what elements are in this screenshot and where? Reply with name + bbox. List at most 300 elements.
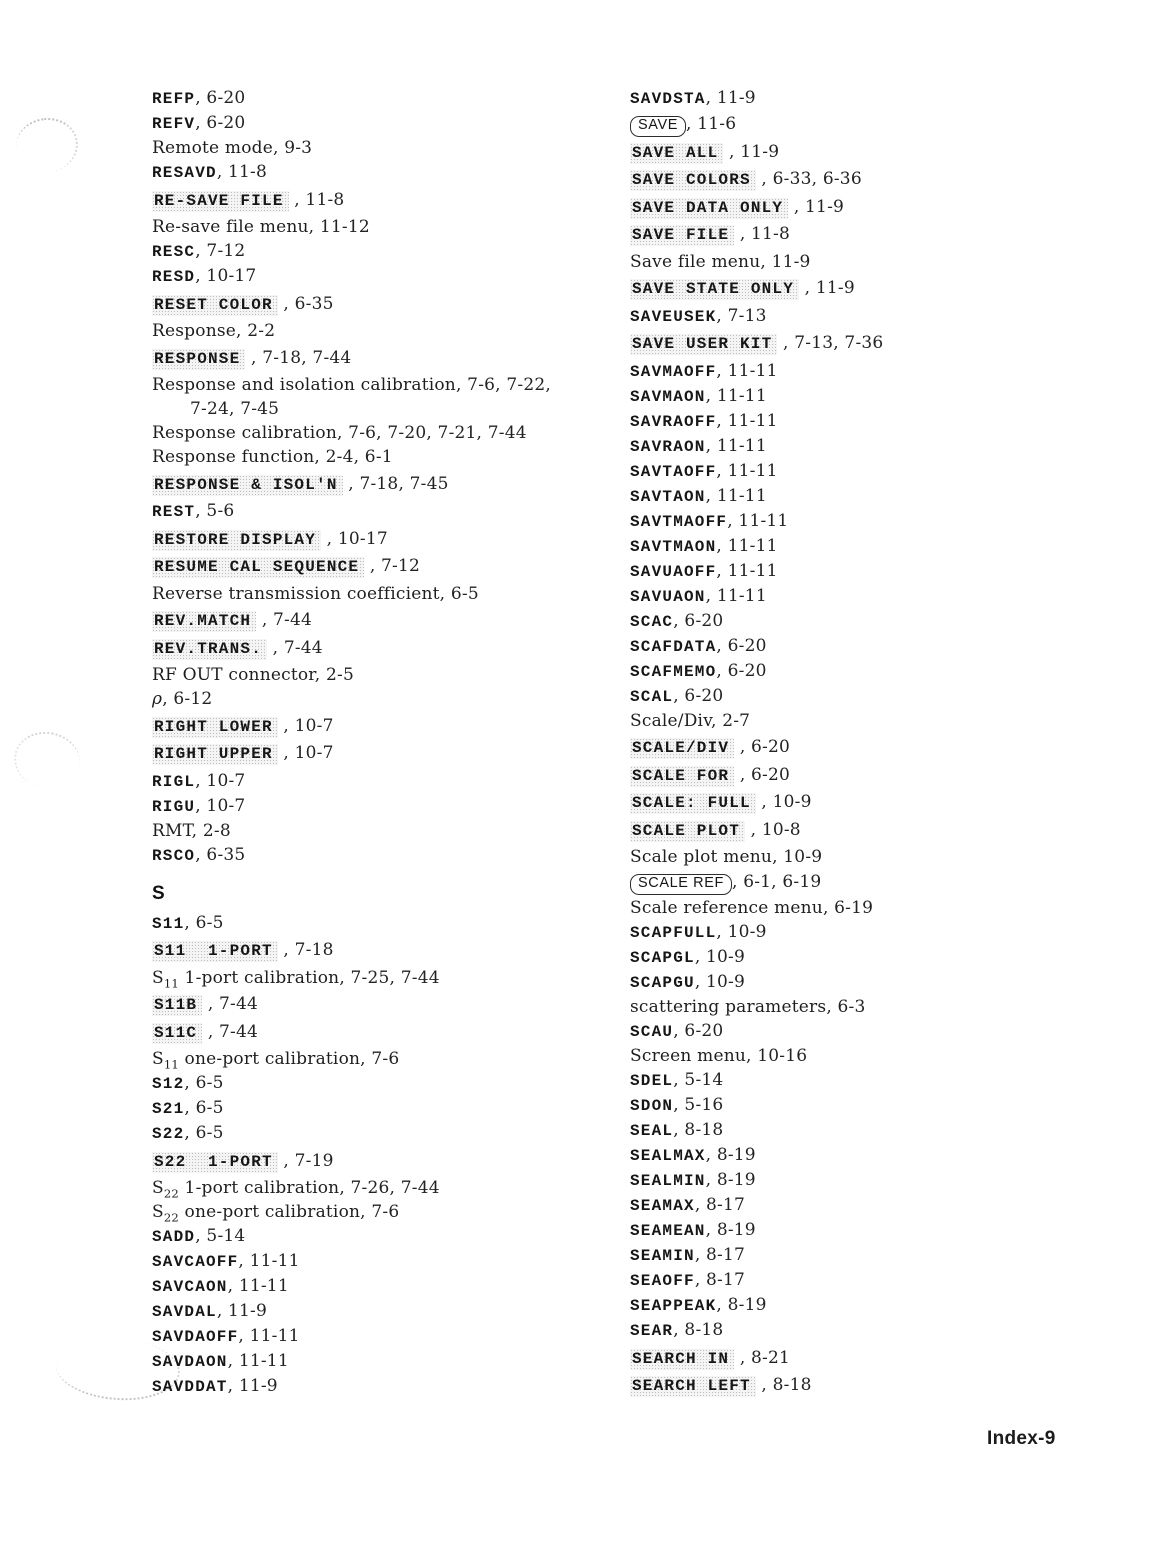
entry-term: RIGL	[152, 772, 196, 791]
entry-pages: , 6-20	[716, 635, 767, 656]
entry-term: RESPONSE	[152, 349, 245, 370]
index-entry	[152, 938, 612, 963]
page-number: Index-9	[987, 1428, 1056, 1449]
entry-term: SCAL	[630, 687, 674, 706]
index-entry	[630, 250, 1100, 274]
entry-pages: , 2-4, 6-1	[314, 447, 393, 467]
index-entry	[152, 1374, 612, 1399]
index-entry	[630, 559, 1100, 584]
entry-term: RE-SAVE FILE	[152, 191, 289, 212]
entry-term: SAVE USER KIT	[630, 334, 777, 355]
entry-term: RESPONSE & ISOL'N	[152, 475, 343, 496]
entry-pages: , 10-9	[694, 947, 746, 967]
index-entry	[630, 195, 1100, 220]
entry-term: SCAPGL	[630, 949, 695, 967]
entry-pages: , 11-9	[216, 1301, 268, 1321]
entry-pages: , 6-20	[195, 113, 246, 133]
index-column-right	[630, 86, 1100, 1401]
entry-pages: , 7-18, 7-44	[245, 347, 352, 368]
entry-pages: , 7-18	[277, 940, 334, 960]
entry-pages: , 10-7	[277, 743, 334, 763]
entry-term: RESC	[152, 243, 196, 261]
entry-pages: , 6-20	[195, 88, 246, 108]
entry-pages: , 7-6, 7-22,	[455, 375, 551, 395]
entry-pages: , 8-17	[694, 1270, 746, 1290]
entry-term: SDON	[630, 1097, 674, 1115]
index-entry	[630, 534, 1100, 559]
entry-pages: , 7-6	[360, 1049, 400, 1069]
entry-term: RESAVD	[152, 164, 217, 182]
entry-term: SAVE DATA ONLY	[630, 198, 788, 219]
entry-pages: , 11-11	[716, 410, 778, 431]
entry-pages: , 5-14	[673, 1070, 724, 1090]
entry-term: SAVUAOFF	[630, 562, 717, 581]
index-entry	[630, 1218, 1100, 1243]
entry-term: Scale plot menu	[630, 847, 773, 867]
entry-term: RIGU	[152, 797, 196, 816]
index-entry	[630, 1346, 1100, 1371]
index-entry	[630, 1068, 1100, 1093]
entry-pages: , 11-11	[716, 460, 778, 481]
entry-pages: , 6-20	[673, 1021, 724, 1041]
entry-term: S11 1-PORT	[152, 941, 278, 962]
entry-term: Screen menu	[630, 1046, 747, 1066]
entry-term: RIGHT LOWER	[152, 717, 278, 738]
index-entry	[152, 819, 612, 843]
index-column-left	[152, 86, 612, 1399]
index-entry	[152, 1096, 612, 1121]
entry-pages: , 10-9	[694, 972, 746, 992]
entry-term: Remote mode	[152, 138, 274, 158]
index-entry	[630, 945, 1100, 970]
entry-term: SAVTMAOFF	[630, 512, 728, 531]
entry-pages: , 10-7	[277, 715, 334, 736]
entry-pages: , 10-7	[195, 770, 246, 791]
entry-pages: , 7-18, 7-45	[342, 473, 449, 494]
entry-pages: , 7-6, 7-20, 7-21, 7-44	[336, 423, 527, 443]
index-entry	[630, 1243, 1100, 1268]
entry-term: RESET COLOR	[152, 295, 278, 316]
entry-term: Response	[152, 321, 237, 341]
index-entry	[152, 636, 612, 661]
index-entry	[152, 1176, 612, 1200]
entry-pages: , 11-6	[686, 114, 737, 134]
index-entry	[630, 1118, 1100, 1143]
index-entry	[152, 1324, 612, 1349]
index-entry	[630, 86, 1100, 111]
entry-term: SAVUAON	[630, 587, 706, 606]
entry-pages: , 9-3	[273, 138, 313, 158]
entry-pages: , 7-26, 7-44	[339, 1178, 440, 1198]
index-entry	[630, 995, 1100, 1019]
entry-pages: , 11-9	[723, 141, 780, 162]
entry-pages: , 8-19	[705, 1145, 756, 1165]
index-entry	[630, 684, 1100, 709]
entry-pages: , 11-11	[238, 1251, 300, 1271]
entry-pages: , 7-12	[364, 556, 421, 576]
subscript: 11	[163, 1057, 179, 1072]
entry-term: $S_{22}$ one-port calibration	[152, 1202, 361, 1225]
index-entry	[152, 769, 612, 794]
index-entry	[630, 484, 1100, 509]
index-entry	[152, 1121, 612, 1146]
entry-pages: , 11-11	[716, 560, 778, 581]
index-entry	[152, 445, 612, 469]
index-entry	[152, 239, 612, 264]
index-entry	[630, 709, 1100, 733]
entry-pages: , 6-3	[826, 997, 866, 1017]
index-entry	[152, 1047, 612, 1071]
entry-pages: , 6-1, 6-19	[731, 872, 822, 892]
index-entry	[630, 1093, 1100, 1118]
entry-pages: , 7-44	[256, 610, 313, 630]
index-entry	[152, 582, 612, 606]
entry-term: REST	[152, 503, 196, 521]
entry-pages: , 10-9	[772, 847, 823, 867]
index-entry	[630, 1019, 1100, 1044]
entry-term: Response function	[152, 447, 315, 467]
subscript: 22	[163, 1210, 179, 1225]
entry-term: SEALMAX	[630, 1147, 706, 1165]
entry-pages: , 10-17	[321, 528, 388, 549]
entry-term: SAVCAON	[152, 1278, 228, 1296]
entry-pages: , 6-5	[439, 583, 479, 604]
index-entry	[152, 472, 612, 497]
index-entry	[630, 845, 1100, 869]
entry-term: SEAL	[630, 1122, 674, 1140]
entry-pages: , 8-19	[705, 1220, 756, 1240]
entry-pages: , 7-44	[202, 994, 259, 1014]
entry-term: SCAFDATA	[630, 637, 717, 656]
entry-term: SAVRAOFF	[630, 412, 717, 431]
index-entry	[630, 634, 1100, 659]
entry-term: SCALE: FULL	[630, 793, 756, 814]
entry-pages: , 5-6	[195, 501, 235, 521]
entry-term: SAVE COLORS	[630, 170, 756, 191]
index-entry	[152, 794, 612, 819]
entry-pages: , 8-21	[734, 1347, 791, 1368]
entry-term: SCALE/DIV	[630, 738, 734, 759]
index-entry	[630, 409, 1100, 434]
index-entry	[630, 1168, 1100, 1193]
index-entry	[630, 1373, 1100, 1398]
entry-term: SAVEUSEK	[630, 307, 717, 326]
entry-pages: , 6-20	[734, 764, 791, 785]
index-entry	[630, 896, 1100, 920]
entry-term: S12	[152, 1075, 185, 1093]
index-entry	[152, 663, 612, 687]
entry-term: S11	[152, 914, 185, 933]
entry-pages: , 7-44	[267, 637, 323, 658]
index-entry	[152, 992, 612, 1017]
entry-term: ρ	[152, 689, 163, 709]
entry-pages: , 6-19	[822, 898, 874, 918]
entry-term: SCAU	[630, 1023, 674, 1041]
entry-term: SAVMAOFF	[630, 362, 717, 381]
index-entry	[152, 86, 612, 111]
entry-term: RMT	[152, 820, 192, 841]
entry-pages: , 11-11	[705, 485, 767, 506]
index-entry	[152, 1149, 612, 1174]
entry-term: SAVTAOFF	[630, 462, 717, 481]
index-entry	[152, 397, 612, 421]
index-entry	[152, 608, 612, 633]
index-entry	[152, 1349, 612, 1374]
entry-pages: , 2-7	[710, 710, 751, 731]
index-entry	[152, 687, 612, 711]
index-entry	[152, 1200, 612, 1224]
index-entry	[630, 222, 1100, 247]
entry-pages: , 8-18	[755, 1375, 812, 1395]
entry-term: SAVDDAT	[152, 1378, 228, 1396]
entry-term: REV.MATCH	[152, 611, 256, 632]
entry-pages: , 11-8	[288, 189, 345, 210]
index-entry	[630, 331, 1100, 356]
index-entry	[630, 459, 1100, 484]
index-entry	[152, 741, 612, 766]
entry-term: RF OUT connector	[152, 665, 315, 685]
index-entry	[630, 276, 1100, 301]
entry-term: SCALE REF	[630, 874, 732, 895]
scan-artifact	[13, 115, 80, 175]
subscript: 11	[163, 975, 179, 990]
index-entry	[152, 1071, 612, 1096]
entry-pages: , 6-5	[184, 912, 224, 933]
index-entry	[152, 911, 612, 936]
index-entry	[630, 509, 1100, 534]
entry-term: S22	[152, 1125, 185, 1143]
entry-pages: , 6-20	[673, 685, 724, 706]
entry-term: SAVMAON	[630, 387, 706, 406]
entry-pages: , 10-17	[195, 266, 257, 286]
entry-pages: , 7-25, 7-44	[339, 967, 440, 988]
index-entry	[630, 140, 1100, 165]
index-entry	[630, 384, 1100, 409]
entry-term: SAVE STATE ONLY	[630, 279, 799, 300]
index-entry	[630, 818, 1100, 843]
subscript: 22	[163, 1186, 179, 1201]
entry-pages: , 5-14	[195, 1226, 246, 1246]
index-entry	[152, 264, 612, 289]
entry-term: REFP	[152, 90, 196, 108]
entry-term: SEAMIN	[630, 1247, 695, 1265]
entry-pages: , 11-8	[216, 162, 268, 182]
index-entry	[152, 499, 612, 524]
entry-pages: , 10-9	[716, 922, 767, 942]
entry-term: scattering parameters	[630, 997, 827, 1017]
index-entry	[630, 1268, 1100, 1293]
index-entry	[152, 1224, 612, 1249]
index-entry	[630, 167, 1100, 192]
index-entry	[152, 160, 612, 185]
entry-pages: , 11-11	[727, 510, 789, 531]
index-entry	[630, 735, 1100, 760]
entry-term: SAVE FILE	[630, 225, 734, 246]
entry-term: Scale reference menu	[630, 898, 823, 918]
entry-pages: , 11-11	[705, 585, 767, 606]
index-entry	[630, 359, 1100, 384]
index-entry	[152, 136, 612, 160]
entry-term: SCAPFULL	[630, 924, 717, 942]
index-entry	[630, 920, 1100, 945]
entry-term: SAVDAON	[152, 1353, 228, 1371]
entry-term: $S_{22}$ 1-port calibration	[152, 1178, 340, 1201]
entry-pages: , 7-19	[277, 1150, 334, 1171]
section-header: S	[152, 882, 166, 904]
entry-pages: , 10-8	[745, 819, 801, 840]
entry-pages: , 11-9	[227, 1376, 278, 1396]
index-entry	[630, 1044, 1100, 1068]
entry-term: S21	[152, 1100, 185, 1118]
entry-pages: , 6-35	[195, 844, 246, 865]
index-entry	[630, 112, 1100, 137]
entry-term: SCALE PLOT	[630, 821, 745, 842]
index-entry	[152, 188, 612, 213]
entry-term: Save file menu	[630, 251, 761, 272]
index-entry	[152, 714, 612, 739]
entry-pages: , 11-9	[788, 196, 845, 217]
entry-pages: , 6-35	[277, 293, 334, 314]
entry-pages: , 2-5	[314, 665, 354, 685]
entry-pages: , 11-11	[705, 435, 767, 456]
index-entry	[630, 870, 1100, 895]
index-entry	[152, 966, 612, 990]
entry-term: SEAR	[630, 1322, 674, 1340]
entry-term: SAVTMAON	[630, 537, 717, 556]
entry-pages: , 6-5	[184, 1123, 224, 1143]
entry-term: RIGHT UPPER	[152, 744, 278, 765]
index-entry	[630, 584, 1100, 609]
entry-pages: , 11-11	[238, 1326, 300, 1346]
entry-term: SEAOFF	[630, 1272, 695, 1290]
entry-term: REFV	[152, 115, 196, 133]
index-entry	[630, 970, 1100, 995]
entry-pages: , 2-8	[191, 820, 231, 841]
entry-term: SCAPGU	[630, 974, 695, 992]
entry-term: Response and isolation calibration	[152, 375, 456, 395]
index-entry	[630, 1293, 1100, 1318]
index-entry	[152, 1020, 612, 1045]
entry-term: SEARCH LEFT	[630, 1376, 756, 1397]
index-entry	[630, 434, 1100, 459]
index-entry	[630, 609, 1100, 634]
entry-term: SAVDAL	[152, 1303, 217, 1321]
index-entry	[152, 1274, 612, 1299]
entry-term: SCAC	[630, 612, 674, 631]
index-entry	[152, 1299, 612, 1324]
entry-term: RSCO	[152, 846, 196, 865]
entry-term: SEALMIN	[630, 1172, 706, 1190]
index-entry	[630, 304, 1100, 329]
entry-pages: , 11-8	[734, 224, 791, 244]
scan-artifact	[10, 727, 85, 794]
index-entry	[630, 1193, 1100, 1218]
index-entry	[152, 346, 612, 371]
entry-term: SADD	[152, 1228, 196, 1246]
entry-pages: , 11-11	[716, 360, 778, 381]
entry-pages: , 5-16	[673, 1095, 724, 1115]
entry-pages: , 6-33, 6-36	[755, 169, 862, 189]
entry-term: RESD	[152, 268, 196, 286]
index-entry	[152, 843, 612, 868]
entry-pages: , 6-20	[716, 660, 767, 681]
entry-pages: , 11-9	[799, 278, 855, 298]
entry-pages: , 8-19	[705, 1170, 756, 1190]
entry-pages: , 10-16	[746, 1046, 808, 1066]
entry-term: SEARCH IN	[630, 1349, 734, 1370]
index-entry	[152, 292, 612, 317]
entry-pages: , 11-9	[705, 88, 756, 108]
entry-term: SAVTAON	[630, 487, 706, 506]
entry-term: SCAFMEMO	[630, 662, 717, 681]
index-entry	[152, 554, 612, 579]
entry-term: SAVE ALL	[630, 143, 723, 164]
index-entry	[630, 1143, 1100, 1168]
entry-term: SEAMAX	[630, 1197, 695, 1215]
index-entry	[152, 421, 612, 445]
entry-term: RESTORE DISPLAY	[152, 530, 321, 551]
entry-pages: , 7-13, 7-36	[777, 333, 884, 353]
entry-pages: , 8-18	[673, 1320, 724, 1340]
entry-term: S22 1-PORT	[152, 1152, 278, 1173]
entry-term: Re-save file menu	[152, 217, 309, 237]
entry-term: SAVRAON	[630, 437, 706, 456]
entry-pages: , 11-11	[705, 385, 767, 406]
entry-pages: , 7-6	[360, 1202, 400, 1222]
entry-term: Scale/Div	[630, 710, 711, 731]
entry-pages: , 6-20	[673, 610, 724, 631]
entry-term: Response calibration	[152, 423, 337, 443]
entry-pages: , 7-13	[716, 305, 767, 326]
entry-term: REV.TRANS.	[152, 639, 267, 660]
entry-pages: , 6-5	[184, 1098, 224, 1118]
entry-pages: , 11-11	[227, 1351, 289, 1371]
entry-pages: , 10-7	[195, 795, 246, 816]
entry-term: SAVCAOFF	[152, 1253, 239, 1271]
entry-pages: , 11-11	[716, 535, 778, 556]
entry-pages: , 11-11	[227, 1276, 289, 1296]
index-entry	[152, 319, 612, 343]
entry-pages: , 6-20	[734, 737, 791, 757]
entry-term: SEAPPEAK	[630, 1297, 717, 1315]
entry-pages: , 7-12	[195, 241, 246, 261]
entry-term: SDEL	[630, 1072, 674, 1090]
entry-pages: , 10-9	[755, 792, 812, 812]
entry-term: SAVDSTA	[630, 90, 706, 108]
entry-term: S11B	[152, 995, 202, 1016]
entry-pages: 7-24, 7-45	[190, 399, 280, 419]
index-entry	[152, 373, 612, 397]
entry-pages: , 8-17	[694, 1245, 746, 1265]
index-entry	[630, 1318, 1100, 1343]
entry-pages: , 6-12	[162, 689, 213, 709]
entry-pages: , 8-18	[673, 1120, 724, 1140]
entry-pages: , 8-19	[716, 1295, 767, 1315]
entry-term: RESUME CAL SEQUENCE	[152, 557, 364, 578]
entry-term: $S_{11}$ one-port calibration	[152, 1049, 361, 1072]
index-entry	[152, 111, 612, 136]
entry-term: SAVDAOFF	[152, 1328, 239, 1346]
entry-pages: , 6-5	[184, 1073, 224, 1093]
entry-term: Reverse transmission coefficient	[152, 583, 440, 604]
entry-term: SEAMEAN	[630, 1222, 706, 1240]
index-entry	[152, 1249, 612, 1274]
entry-term: S11C	[152, 1023, 202, 1044]
entry-pages: , 11-12	[308, 217, 370, 237]
entry-term: $S_{11}$ 1-port calibration	[152, 967, 340, 990]
entry-pages: , 2-2	[236, 321, 276, 341]
entry-pages: , 7-44	[202, 1021, 259, 1042]
